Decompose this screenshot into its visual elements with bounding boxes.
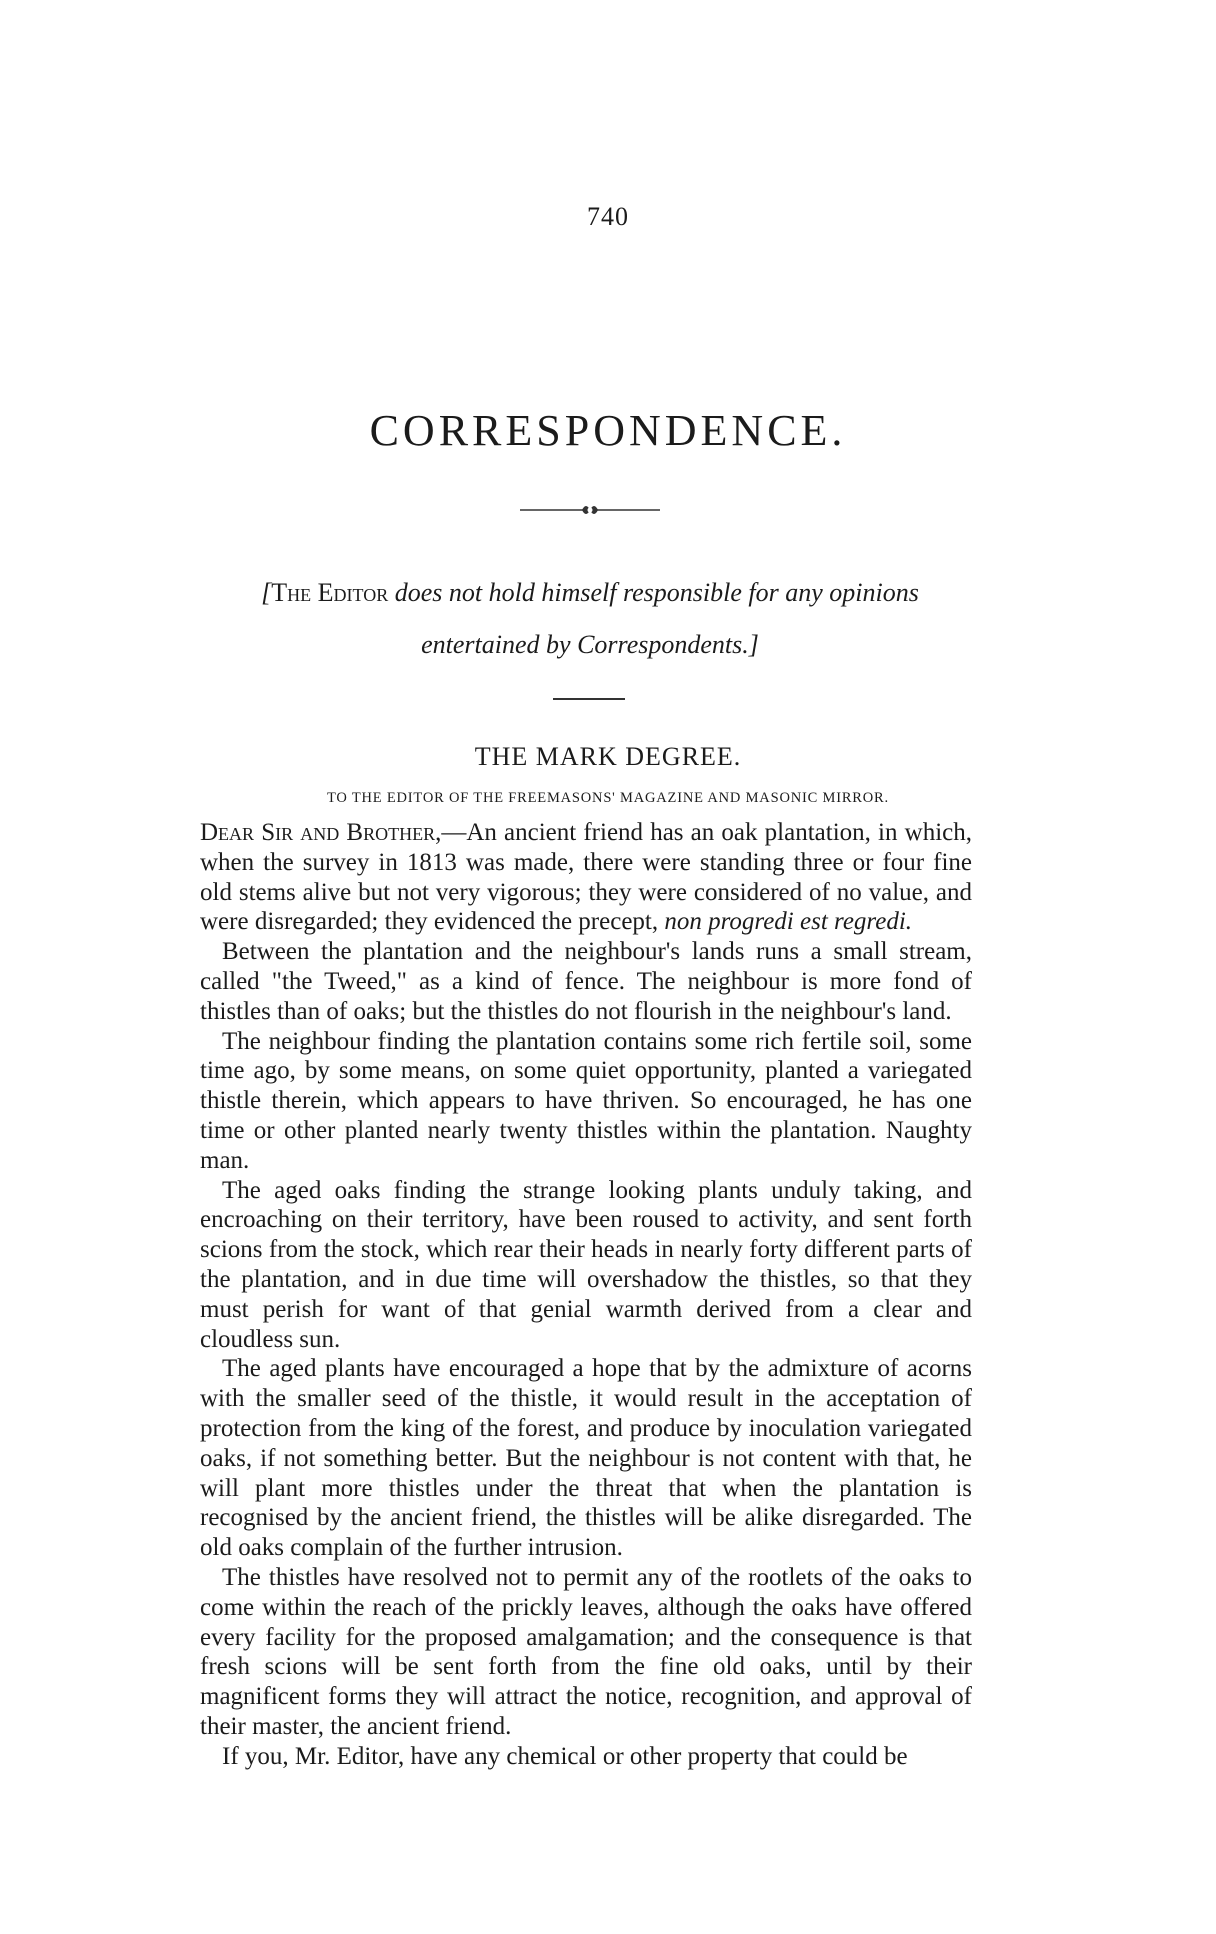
disclaimer-line-2: entertained by Correspondents.	[421, 630, 749, 659]
ornament-divider	[520, 500, 660, 520]
paragraph: Between the plantation and the neighbour's lands runs a small stream, called "the Tweed," as a kind of fence. The neighbour is more fond of thistles than of oaks; but the thistles do not flourish in the neighbour's land.	[200, 938, 972, 1025]
article-addressee: TO THE EDITOR OF THE FREEMASONS' MAGAZINE AND MASONIC MIRROR.	[327, 790, 889, 806]
section-heading: CORRESPONDENCE.	[369, 406, 847, 455]
salutation: Dear Sir and Brother,	[200, 819, 442, 846]
short-rule-divider	[553, 698, 625, 700]
paragraph: The aged oaks finding the strange looking plants unduly taking, and encroaching on their territory, have been roused to activity, and sent forth scions from the stock, which rear their heads in nearly forty different parts of the plantation, and in due time will overshadow the thistles, so that they must perish for want of that genial warmth derived from a clear and cloudless sun.	[200, 1176, 972, 1353]
paragraph: If you, Mr. Editor, have any chemical or other property that could be	[222, 1742, 908, 1770]
paragraph	[200, 818, 972, 937]
the-editor-label: The Editor	[271, 578, 389, 607]
paragraph: The thistles have resolved not to permit any of the rootlets of the oaks to come within the reach of the prickly leaves, although the oaks have offered every facility for the proposed amalgamation; and the consequence is that fresh scions will be sent forth from the fine old oaks, until by their magnificent forms they will attract the notice, recognition, and approval of their master, the ancient friend.	[200, 1563, 972, 1740]
bracket-open: [	[261, 578, 272, 607]
editor-disclaimer	[205, 567, 975, 671]
paragraph-text: —An ancient friend has an oak plantation, in which, when the survey in 1813 was made, there were standing three or four fine old stems alive but not very vigorous; they were considered of no value, and were disregarded; they evidenced the precept,	[200, 819, 972, 936]
bracket-close: ]	[748, 630, 759, 659]
paragraph: The neighbour finding the plantation contains some rich fertile soil, some time ago, by some means, on some quiet opportunity, planted a variegated thistle therein, which appears to have thriven. So encouraged, he has one time or other planted nearly twenty thistles within the plantation. Naughty man.	[200, 1027, 972, 1174]
article-body	[200, 818, 972, 1772]
paragraph: The aged plants have encouraged a hope that by the admixture of acorns with the smaller seed of the thistle, it would result in the acceptation of protection from the king of the forest, and produce by inoculation variegated oaks, if not something better. But the neighbour is not content with that, he will plant more thistles under the threat that when the plantation is recognised by the ancient friend, the thistles will be alike disregarded. The old oaks complain of the further intrusion.	[200, 1355, 972, 1562]
disclaimer-line-1: does not hold himself responsible for any opinions	[388, 578, 919, 607]
page-number: 740	[587, 202, 629, 231]
latin-phrase: non progredi est regredi.	[664, 908, 913, 936]
article-title: THE MARK DEGREE.	[474, 742, 742, 771]
